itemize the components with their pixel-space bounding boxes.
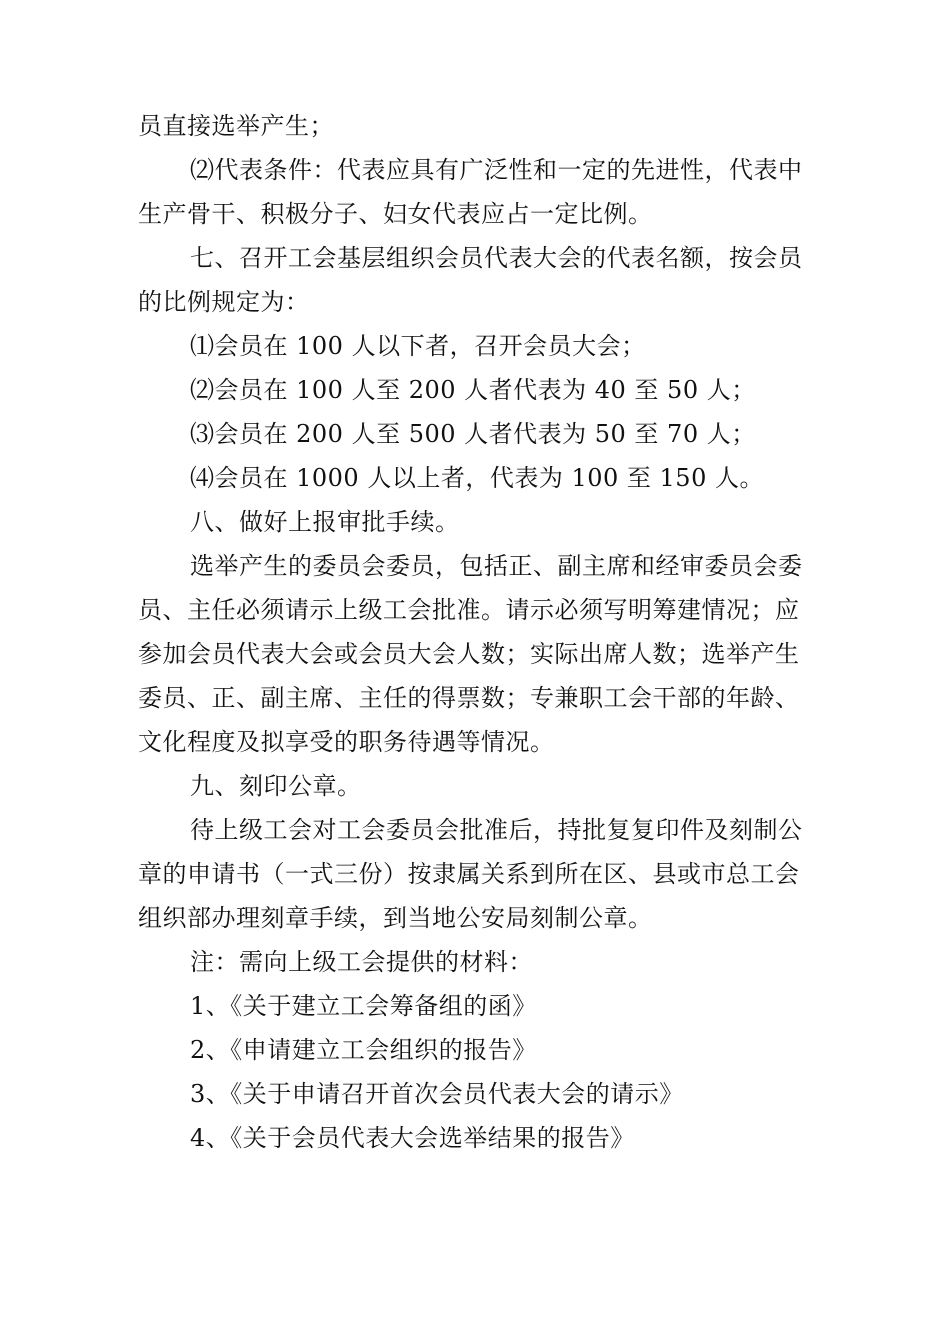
document-text-line: 生产骨干、积极分子、妇女代表应占一定比例。: [138, 200, 653, 228]
document-text-line: 2、《申请建立工会组织的报告》: [190, 1036, 537, 1064]
document-text-line: 章的申请书（一式三份）按隶属关系到所在区、县或市总工会: [138, 860, 800, 888]
document-text-line: 组织部办理刻章手续，到当地公安局刻制公章。: [138, 904, 653, 932]
document-text-line: ⑵代表条件：代表应具有广泛性和一定的先进性，代表中: [190, 156, 803, 184]
document-text-line: 八、做好上报审批手续。: [190, 508, 460, 536]
document-text-line: 九、刻印公章。: [190, 772, 362, 800]
document-text-line: 员、主任必须请示上级工会批准。请示必须写明筹建情况；应: [138, 596, 800, 624]
document-text-line: 七、召开工会基层组织会员代表大会的代表名额，按会员: [190, 244, 803, 272]
document-text-line: 的比例规定为：: [138, 288, 310, 316]
document-text-line: ⑷会员在 1000 人以上者，代表为 100 至 150 人。: [190, 464, 764, 492]
document-text-line: 待上级工会对工会委员会批准后，持批复复印件及刻制公: [190, 816, 803, 844]
document-text-line: 参加会员代表大会或会员大会人数；实际出席人数；选举产生: [138, 640, 800, 668]
document-text-line: ⑵会员在 100 人至 200 人者代表为 40 至 50 人；: [190, 376, 756, 404]
document-text-line: 选举产生的委员会委员，包括正、副主席和经审委员会委: [190, 552, 803, 580]
document-text-line: 1、《关于建立工会筹备组的函》: [190, 992, 537, 1020]
document-text-line: 委员、正、副主席、主任的得票数；专兼职工会干部的年龄、: [138, 684, 800, 712]
document-text-line: ⑶会员在 200 人至 500 人者代表为 50 至 70 人；: [190, 420, 756, 448]
document-text-line: 3、《关于申请召开首次会员代表大会的请示》: [190, 1080, 684, 1108]
document-text-line: 员直接选举产生；: [138, 112, 334, 140]
document-text-line: 4、《关于会员代表大会选举结果的报告》: [190, 1124, 635, 1152]
document-text-line: 注：需向上级工会提供的材料：: [190, 948, 533, 976]
document-text-line: 文化程度及拟享受的职务待遇等情况。: [138, 728, 555, 756]
document-body: [138, 104, 810, 1160]
document-text-line: ⑴会员在 100 人以下者，召开会员大会；: [190, 332, 646, 360]
